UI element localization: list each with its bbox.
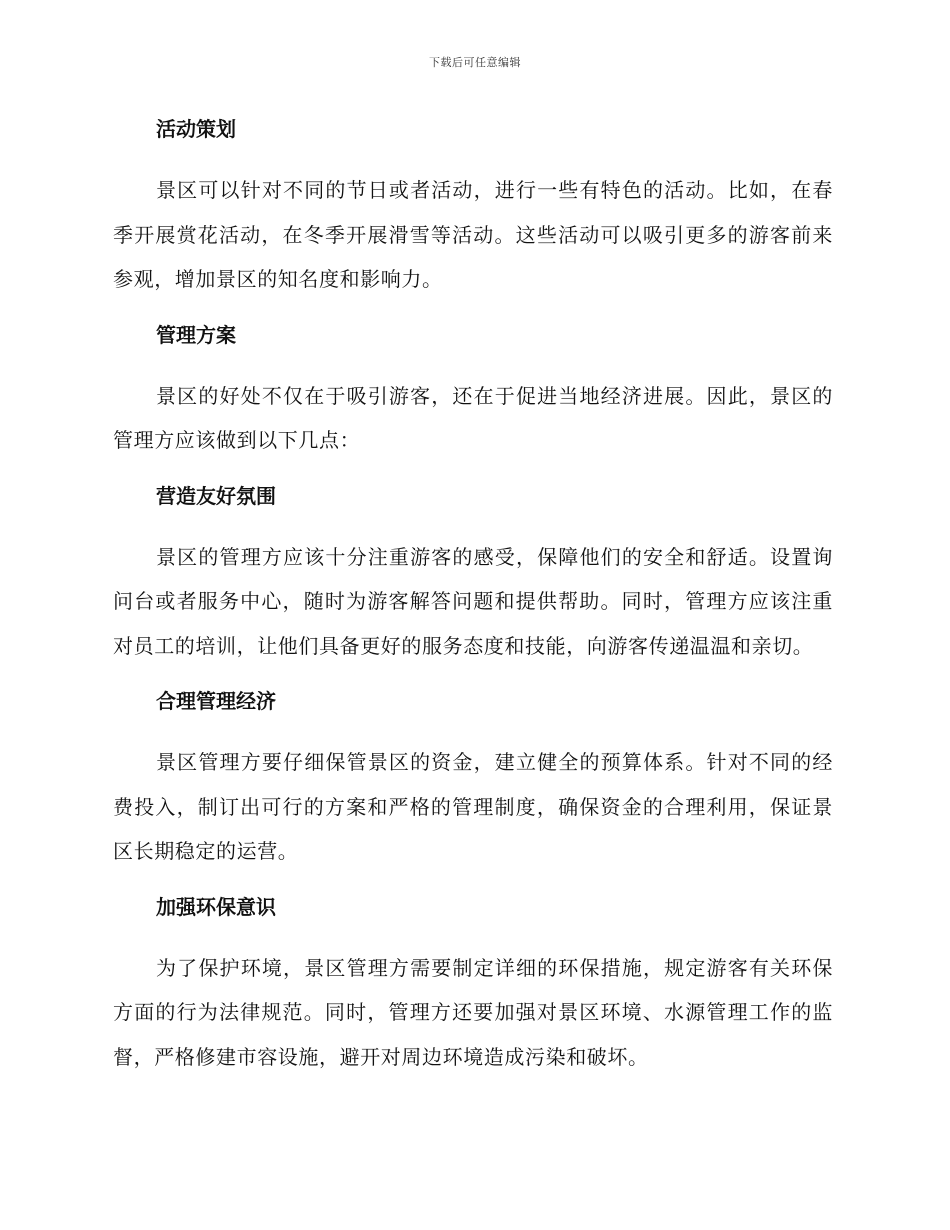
section-heading-economic-management: 合理管理经济 [156, 689, 276, 713]
section-heading-friendly-atmosphere: 营造友好氛围 [156, 483, 276, 508]
section-paragraph-economic-management: 景区管理方要仔细保管景区的资金，建立健全的预算体系。针对不同的经费投入，制订出可行的方案和严格的管理制度，确保资金的合理利用，保证景区长期稳定的运营。 [113, 750, 833, 863]
section-paragraph-friendly-atmosphere: 景区的管理方应该十分注重游客的感受，保障他们的安全和舒适。设置询问台或者服务中心，随时为游客解答问题和提供帮助。同时，管理方应该注重对员工的培训，让他们具备更好的服务态度和技能，向游客传递温温和亲切。 [113, 544, 833, 658]
section-heading-activity-planning: 活动策划 [156, 117, 236, 141]
document-body [113, 110, 833, 1079]
page-header: 下载后可任意编辑 [429, 56, 521, 69]
section-paragraph-management-plan: 景区的好处不仅在于吸引游客，还在于促进当地经济进展。因此，景区的管理方应该做到以下几点： [113, 383, 833, 452]
section-heading-management-plan: 管理方案 [156, 322, 236, 347]
section-paragraph-activity-planning: 景区可以针对不同的节日或者活动，进行一些有特色的活动。比如，在春季开展赏花活动，在冬季开展滑雪等活动。这些活动可以吸引更多的游客前来参观，增加景区的知名度和影响力。 [113, 178, 833, 291]
section-paragraph-environmental-awareness: 为了保护环境，景区管理方需要制定详细的环保措施，规定游客有关环保方面的行为法律规范。同时，管理方还要加强对景区环境、水源管理工作的监督，严格修建市容设施，避开对周边环境造成污染和破坏。 [113, 955, 833, 1069]
section-heading-environmental-awareness: 加强环保意识 [156, 894, 276, 919]
